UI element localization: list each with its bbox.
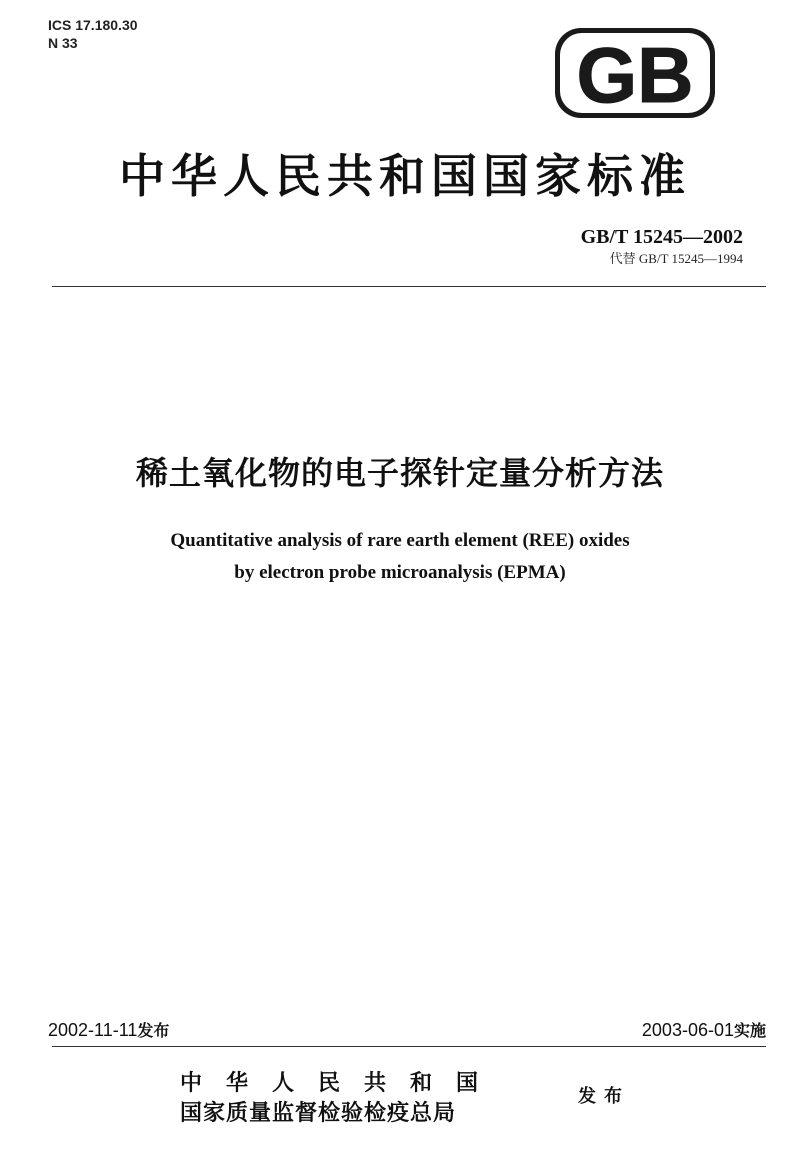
classification-codes bbox=[48, 16, 138, 52]
standard-replaces: 代替 GB/T 15245—1994 bbox=[609, 251, 743, 266]
implementation-date bbox=[642, 1018, 766, 1041]
bottom-divider bbox=[52, 1046, 766, 1047]
issuer-line2: 国家质量监督检验检疫总局 bbox=[180, 1100, 457, 1126]
title-chinese: 稀土氧化物的电子探针定量分析方法 bbox=[135, 454, 664, 492]
title-english-line1: Quantitative analysis of rare earth element (REE) oxides bbox=[170, 530, 630, 551]
issuer-action: 发布 bbox=[578, 1086, 630, 1107]
title-english-line2: by electron probe microanalysis (EPMA) bbox=[234, 562, 566, 583]
gb-logo-text: GB bbox=[576, 31, 694, 118]
issuer-block bbox=[180, 1068, 502, 1128]
issue-date-label: 发布 bbox=[137, 1021, 170, 1040]
page-title: 中华人民共和国国家标准 bbox=[119, 149, 691, 203]
top-divider bbox=[52, 286, 766, 287]
issue-date bbox=[48, 1018, 169, 1041]
impl-date-value: 2003-06-01 bbox=[641, 1020, 734, 1040]
ccs-code: N 33 bbox=[48, 35, 78, 51]
issue-date-value: 2002-11-11 bbox=[48, 1020, 138, 1040]
gb-logo bbox=[555, 28, 715, 118]
standard-number: GB/T 15245—2002 bbox=[580, 226, 743, 248]
ics-code: ICS 17.180.30 bbox=[48, 17, 138, 33]
impl-date-label: 实施 bbox=[733, 1021, 766, 1040]
issuer-line1: 中华人民共和国 bbox=[180, 1070, 503, 1096]
